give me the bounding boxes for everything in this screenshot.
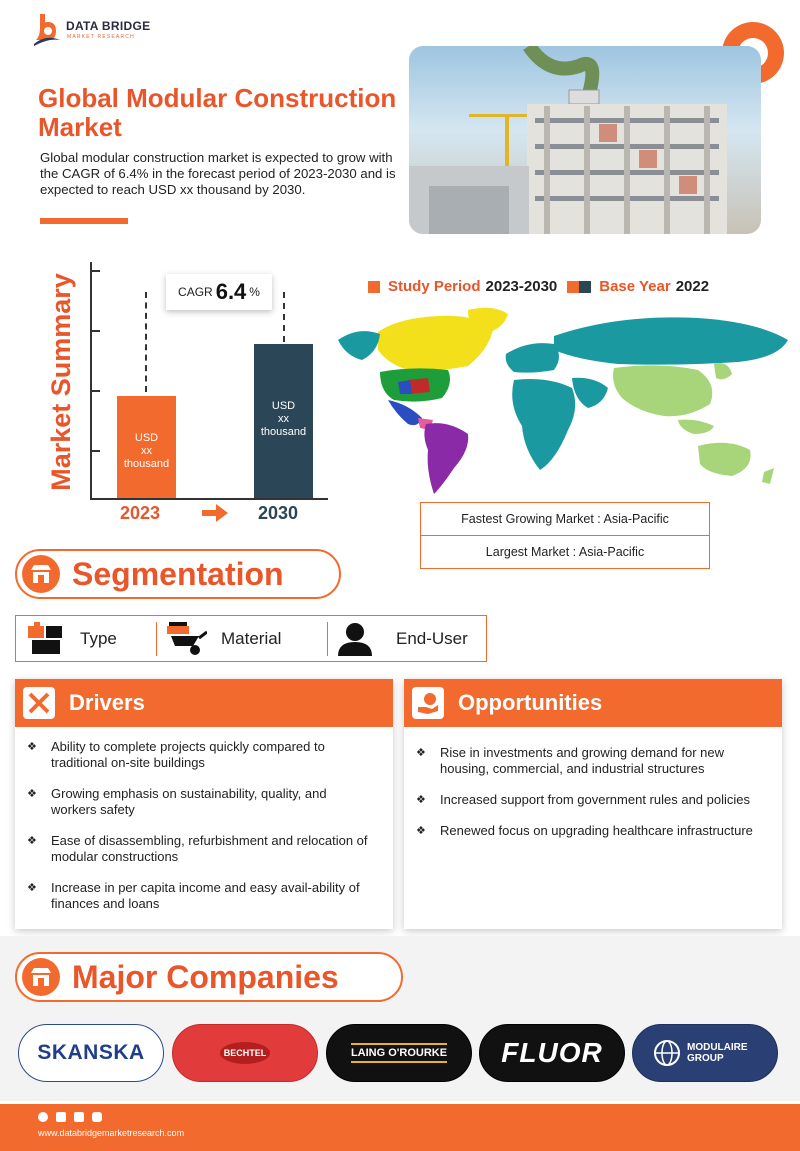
segmentation-title: Segmentation bbox=[72, 555, 284, 592]
opportunity-text: Renewed focus on upgrading healthcare infrastructure bbox=[440, 823, 753, 838]
whatsapp-icon[interactable] bbox=[38, 1112, 48, 1122]
brand-logo[interactable] bbox=[34, 14, 184, 46]
study-period-label: Study Period bbox=[388, 278, 481, 295]
drivers-panel bbox=[15, 679, 393, 929]
shop-icon bbox=[22, 555, 60, 593]
dash-line-2030 bbox=[283, 292, 285, 342]
segment-material-label: Material bbox=[221, 628, 282, 648]
intro-text: Global modular construction market is expected to grow with the CAGR of 6.4% in the forecast period of 2023-2030 and is expected to reach USD xx thousand by 2030. bbox=[40, 150, 396, 197]
social-icons bbox=[38, 1112, 102, 1122]
logo-mark-icon bbox=[34, 14, 62, 46]
drivers-header bbox=[15, 679, 393, 727]
drivers-list bbox=[25, 739, 375, 927]
segment-end-user[interactable] bbox=[328, 616, 486, 661]
diamond-bullet-icon: ❖ bbox=[416, 825, 426, 837]
company-skanska[interactable] bbox=[18, 1024, 164, 1082]
company-fluor[interactable] bbox=[479, 1024, 625, 1082]
twitter-icon[interactable] bbox=[74, 1112, 84, 1122]
brand-tagline: MARKET RESEARCH bbox=[67, 34, 135, 40]
chart-x-axis bbox=[90, 498, 328, 500]
list-item bbox=[414, 745, 764, 777]
axis-tick bbox=[90, 270, 100, 272]
segment-type[interactable] bbox=[16, 616, 156, 661]
segment-material[interactable] bbox=[157, 616, 327, 661]
legend-swatch-orange-2 bbox=[567, 281, 579, 293]
company-name: BECHTEL bbox=[220, 1042, 271, 1064]
blocks-icon bbox=[26, 622, 66, 656]
companies-header bbox=[15, 952, 403, 1002]
bar-2030-line2: xx bbox=[278, 413, 289, 425]
largest-market: Largest Market : Asia-Pacific bbox=[420, 535, 710, 569]
user-icon bbox=[336, 622, 374, 656]
axis-tick bbox=[90, 450, 100, 452]
cagr-label: CAGR bbox=[178, 285, 213, 299]
driver-text: Ease of disassembling, refurbishment and relocation of modular constructions bbox=[51, 833, 368, 864]
company-name: FLUOR bbox=[501, 1037, 603, 1068]
market-summary-label bbox=[30, 262, 82, 502]
chart-y-axis bbox=[90, 262, 92, 500]
bar-2023-line1: USD bbox=[134, 432, 159, 444]
list-item bbox=[414, 823, 764, 839]
list-item bbox=[414, 792, 764, 808]
axis-tick bbox=[90, 330, 100, 332]
bar-2023-line2: xx bbox=[141, 445, 152, 457]
period-legend bbox=[368, 278, 709, 295]
company-name: MODULAIRE GROUP bbox=[687, 1042, 748, 1064]
intro-underline bbox=[40, 218, 128, 224]
diamond-bullet-icon: ❖ bbox=[416, 747, 426, 759]
instagram-icon[interactable] bbox=[92, 1112, 102, 1122]
world-map-icon bbox=[318, 300, 800, 496]
company-modulaire[interactable] bbox=[632, 1024, 778, 1082]
driver-text: Growing emphasis on sustainability, quality, and workers safety bbox=[51, 786, 327, 817]
cagr-unit: % bbox=[249, 285, 260, 299]
legend-swatch-orange bbox=[368, 281, 380, 293]
opportunities-panel bbox=[404, 679, 782, 929]
svg-text:Market Summary: Market Summary bbox=[46, 273, 76, 491]
drivers-title: Drivers bbox=[69, 690, 145, 715]
facebook-icon[interactable] bbox=[56, 1112, 66, 1122]
diamond-bullet-icon: ❖ bbox=[27, 835, 37, 847]
hero-construction-image bbox=[409, 46, 761, 234]
company-laing-orourke[interactable] bbox=[326, 1024, 472, 1082]
hand-money-icon bbox=[412, 687, 444, 719]
opportunities-list bbox=[414, 745, 764, 854]
bar-2030-line3: thousand bbox=[260, 426, 307, 438]
page-title: Global Modular Construction Market bbox=[38, 83, 397, 142]
bar-2030 bbox=[254, 344, 313, 498]
diamond-bullet-icon: ❖ bbox=[27, 741, 37, 753]
study-period-value: 2023-2030 bbox=[485, 278, 558, 295]
companies-title: Major Companies bbox=[72, 958, 339, 995]
segmentation-list bbox=[15, 615, 487, 662]
opportunity-text: Increased support from government rules and policies bbox=[440, 792, 750, 807]
base-year-value: 2022 bbox=[675, 278, 710, 295]
shop-icon bbox=[22, 958, 60, 996]
diamond-bullet-icon: ❖ bbox=[27, 882, 37, 894]
base-year-label: Base Year bbox=[599, 278, 671, 295]
dash-line-2023 bbox=[145, 292, 147, 392]
wheelbarrow-icon bbox=[165, 622, 207, 656]
segment-type-label: Type bbox=[80, 628, 117, 648]
segmentation-header bbox=[15, 549, 341, 599]
opportunities-title: Opportunities bbox=[458, 690, 603, 715]
brand-name: DATA BRIDGE bbox=[66, 19, 151, 33]
bar-2023-line3: thousand bbox=[123, 458, 170, 470]
diamond-bullet-icon: ❖ bbox=[27, 788, 37, 800]
opportunity-text: Rise in investments and growing demand for new housing, commercial, and industrial structures bbox=[440, 745, 724, 776]
company-bechtel[interactable] bbox=[172, 1024, 318, 1082]
website-link[interactable]: www.databridgemarketresearch.com bbox=[38, 1128, 185, 1138]
axis-tick bbox=[90, 390, 100, 392]
opportunities-header bbox=[404, 679, 782, 727]
list-item bbox=[25, 786, 375, 818]
arrow-right-icon bbox=[200, 503, 230, 523]
list-item bbox=[25, 833, 375, 865]
diamond-bullet-icon: ❖ bbox=[416, 794, 426, 806]
bar-2030-line1: USD bbox=[271, 400, 296, 412]
driver-text: Ability to complete projects quickly compared to traditional on-site buildings bbox=[51, 739, 325, 770]
cagr-badge bbox=[166, 274, 272, 310]
list-item bbox=[25, 739, 375, 771]
cagr-value: 6.4 bbox=[215, 279, 247, 304]
list-item bbox=[25, 880, 375, 912]
year-2030: 2030 bbox=[258, 503, 299, 523]
driver-text: Increase in per capita income and easy avail-ability of finances and loans bbox=[51, 880, 360, 911]
segment-end-user-label: End-User bbox=[396, 628, 468, 648]
bar-2023 bbox=[117, 396, 176, 498]
fastest-growing-market: Fastest Growing Market : Asia-Pacific bbox=[420, 502, 710, 536]
legend-swatch-dark bbox=[579, 281, 591, 293]
company-name: LAING O'ROURKE bbox=[351, 1043, 447, 1063]
globe-icon bbox=[653, 1039, 681, 1067]
company-name: SKANSKA bbox=[37, 1041, 145, 1064]
year-2023: 2023 bbox=[120, 503, 161, 523]
building-illustration-icon bbox=[409, 46, 761, 234]
tools-icon bbox=[23, 687, 55, 719]
